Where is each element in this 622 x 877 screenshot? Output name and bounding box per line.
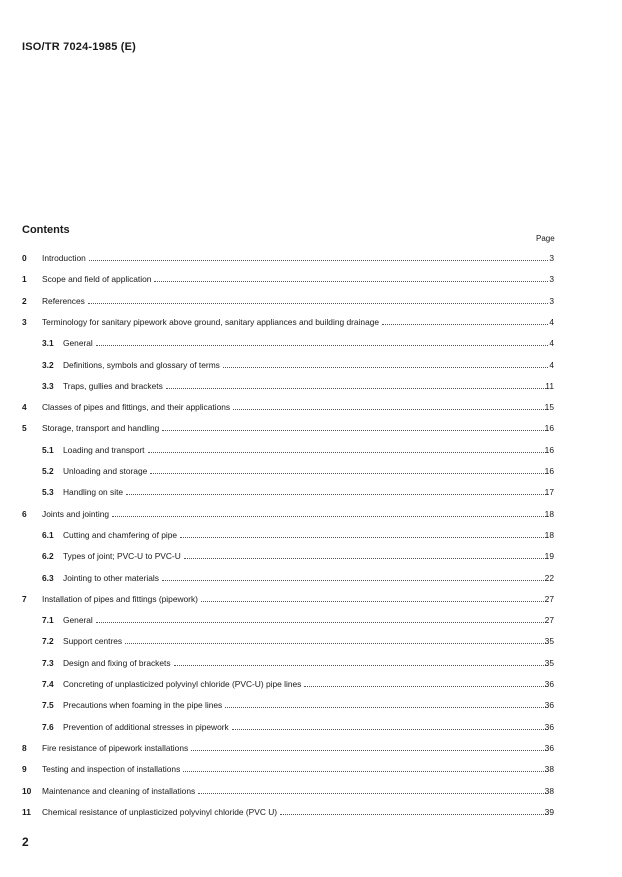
dot-leader (174, 664, 548, 666)
toc-entry-page: 18 (544, 508, 554, 519)
toc-entry-title: Introduction (42, 251, 89, 265)
toc-entry-line (63, 528, 548, 542)
toc-entry-number: 7.2 (42, 636, 54, 647)
toc-entry-page: 4 (549, 359, 554, 370)
toc-entry-page: 36 (544, 721, 554, 732)
toc-entry-number: 6.3 (42, 572, 54, 583)
toc-entry-number: 1 (22, 274, 27, 285)
toc-entry-title: Cutting and chamfering of pipe (63, 528, 180, 542)
toc-entry-number: 9 (22, 764, 27, 775)
dot-leader (304, 685, 548, 687)
dot-leader (201, 600, 548, 602)
dot-leader (150, 472, 548, 474)
toc-entry-page: 36 (544, 679, 554, 689)
toc-entry-line (63, 485, 548, 499)
toc-entry-page: 39 (544, 806, 554, 817)
toc-entry-page: 36 (544, 742, 554, 753)
dot-leader (162, 579, 548, 581)
dot-leader (154, 280, 548, 282)
dot-leader (198, 792, 548, 794)
page-column-label: Page (536, 234, 555, 243)
toc-entry-number: 3.3 (42, 380, 54, 391)
toc-entry-number: 0 (22, 253, 27, 263)
dot-leader (184, 557, 548, 559)
toc-entry-number: 7.1 (42, 615, 54, 626)
toc-entry-number: 5.1 (42, 444, 54, 455)
toc-entry-line (63, 634, 548, 648)
dot-leader (225, 706, 548, 708)
dot-leader (183, 770, 548, 772)
toc-entry-line (42, 762, 548, 776)
toc-entry-line (63, 656, 548, 670)
toc-entry (0, 656, 622, 670)
toc-entry-number: 6 (22, 508, 27, 519)
toc-entry-title: Prevention of additional stresses in pipework (63, 720, 232, 734)
toc-entry-line (42, 315, 548, 329)
toc-entry (0, 272, 622, 286)
toc-entry-number: 3 (22, 316, 27, 327)
toc-entry-title: Terminology for sanitary pipework above ground, sanitary appliances and building drainage (42, 315, 382, 329)
toc-entry-page: 35 (544, 636, 554, 647)
toc-entry-page: 38 (544, 785, 554, 796)
dot-leader (96, 344, 548, 346)
toc-entry-page: 38 (544, 764, 554, 775)
toc-entry-title: Scope and field of application (42, 272, 154, 286)
toc-entry-page: 36 (544, 700, 554, 711)
toc-entry-title: Types of joint; PVC-U to PVC-U (63, 549, 184, 563)
toc-entry-number: 2 (22, 295, 27, 306)
toc-entry-line (42, 805, 548, 819)
dot-leader (382, 323, 548, 325)
toc-entry-page: 3 (549, 295, 554, 306)
toc-entry-title: Jointing to other materials (63, 571, 162, 585)
toc-entry-line (42, 592, 548, 606)
dot-leader (233, 408, 548, 410)
toc-entry-number: 10 (22, 785, 32, 796)
toc-entry (0, 762, 622, 776)
toc-entry-title: Joints and jointing (42, 507, 112, 521)
toc-entry-title: References (42, 294, 88, 308)
toc-entry-page: 19 (544, 551, 554, 562)
dot-leader (126, 493, 548, 495)
toc-entry-title: Design and fixing of brackets (63, 656, 174, 670)
toc-entry-page: 11 (545, 380, 554, 391)
toc-entry-page: 4 (549, 338, 554, 349)
toc-entry-number: 11 (22, 806, 31, 817)
toc-entry-line (42, 294, 548, 308)
toc-entry-line (42, 400, 548, 414)
toc-entry-page: 4 (549, 316, 554, 327)
document-id: ISO/TR 7024-1985 (E) (22, 41, 137, 53)
toc-entry (0, 485, 622, 499)
toc-entry (0, 379, 622, 393)
toc-entry-page: 3 (549, 253, 554, 263)
toc-entry-title: Traps, gullies and brackets (63, 379, 166, 393)
toc-entry-page: 27 (544, 615, 554, 626)
toc-entry-number: 7.4 (42, 679, 54, 689)
toc-entry-title: Support centres (63, 634, 125, 648)
toc-entry-page: 18 (544, 529, 554, 540)
toc-entry-line (63, 613, 548, 627)
toc-entry (0, 720, 622, 734)
toc-entry-title: Classes of pipes and fittings, and their applications (42, 400, 233, 414)
toc-entry-line (42, 251, 548, 265)
toc-entry (0, 677, 622, 691)
toc-entry-title: General (63, 613, 96, 627)
toc-entry-number: 5.3 (42, 487, 54, 498)
toc-entry-line (63, 336, 548, 350)
toc-entry-title: Storage, transport and handling (42, 421, 162, 435)
toc-entry (0, 358, 622, 372)
toc-entry (0, 421, 622, 435)
toc-entry (0, 784, 622, 798)
toc-entry (0, 805, 622, 819)
toc-entry-number: 6.2 (42, 551, 54, 562)
toc-entry-number: 5.2 (42, 466, 54, 476)
toc-entry (0, 634, 622, 648)
toc-entry-title: Fire resistance of pipework installations (42, 741, 191, 755)
toc-entry (0, 571, 622, 585)
dot-leader (191, 749, 548, 751)
toc-entry-page: 17 (544, 487, 554, 498)
dot-leader (162, 429, 548, 431)
toc-entry-line (63, 720, 548, 734)
toc-entry-number: 4 (22, 402, 27, 413)
toc-entry-page: 3 (549, 274, 554, 285)
toc-entry-title: Chemical resistance of unplasticized polyvinyl chloride (PVC U) (42, 805, 280, 819)
toc-entry (0, 592, 622, 606)
toc-entry-title: Handling on site (63, 485, 126, 499)
toc-entry-title: General (63, 336, 96, 350)
toc-entry-line (63, 549, 548, 563)
toc-entry (0, 698, 622, 712)
toc-entry-line (63, 464, 548, 478)
toc-entry-number: 7.5 (42, 700, 54, 711)
toc-entry-title: Loading and transport (63, 443, 148, 457)
toc-entry-number: 5 (22, 423, 27, 434)
toc-entry (0, 464, 622, 478)
toc-entry (0, 294, 622, 308)
toc-entry-page: 16 (544, 444, 554, 455)
toc-entry-line (42, 421, 548, 435)
dot-leader (232, 728, 548, 730)
toc-entry-title: Definitions, symbols and glossary of terms (63, 358, 223, 372)
toc-entry (0, 507, 622, 521)
toc-entry-page: 22 (544, 572, 554, 583)
toc-entry-title: Installation of pipes and fittings (pipework) (42, 592, 201, 606)
dot-leader (280, 813, 548, 815)
toc-entry-line (63, 571, 548, 585)
toc-entry (0, 741, 622, 755)
toc-entry (0, 549, 622, 563)
toc-entry-number: 3.2 (42, 359, 54, 370)
toc-entry (0, 613, 622, 627)
toc-entry-page: 15 (544, 402, 554, 413)
toc-entry-title: Maintenance and cleaning of installations (42, 784, 198, 798)
dot-leader (148, 451, 549, 453)
toc-entry-number: 8 (22, 742, 27, 753)
dot-leader (89, 259, 548, 261)
dot-leader (96, 621, 548, 623)
toc-entry-number: 7.3 (42, 657, 54, 668)
toc-entry-page: 16 (544, 466, 554, 476)
toc-entry (0, 400, 622, 414)
dot-leader (223, 366, 548, 368)
toc-entry-line (63, 358, 548, 372)
toc-entry (0, 528, 622, 542)
toc-entry-line (63, 677, 548, 691)
toc-entry-title: Concreting of unplasticized polyvinyl chloride (PVC-U) pipe lines (63, 677, 304, 691)
dot-leader (125, 642, 548, 644)
toc-entry-line (63, 698, 548, 712)
dot-leader (180, 536, 548, 538)
toc-entry (0, 336, 622, 350)
toc-entry-line (63, 379, 548, 393)
toc-entry-title: Precautions when foaming in the pipe lines (63, 698, 225, 712)
contents-heading: Contents (22, 224, 70, 236)
toc-entry-line (42, 272, 548, 286)
toc-entry-number: 3.1 (42, 338, 54, 349)
dot-leader (112, 515, 548, 517)
page-number: 2 (22, 835, 29, 849)
toc-entry (0, 251, 622, 265)
dot-leader (166, 387, 548, 389)
toc-entry-title: Unloading and storage (63, 464, 150, 478)
toc-entry-number: 7 (22, 593, 27, 604)
dot-leader (88, 302, 548, 304)
toc-entry-page: 16 (544, 423, 554, 434)
toc-entry-line (42, 741, 548, 755)
toc-entry-page: 27 (544, 593, 554, 604)
toc-entry-line (42, 507, 548, 521)
toc-entry-page: 35 (544, 657, 554, 668)
toc-entry-line (42, 784, 548, 798)
toc-entry (0, 443, 622, 457)
toc-entry-number: 7.6 (42, 721, 54, 732)
toc-entry-number: 6.1 (42, 529, 54, 540)
toc-entry-line (63, 443, 548, 457)
toc-entry (0, 315, 622, 329)
toc-entry-title: Testing and inspection of installations (42, 762, 183, 776)
